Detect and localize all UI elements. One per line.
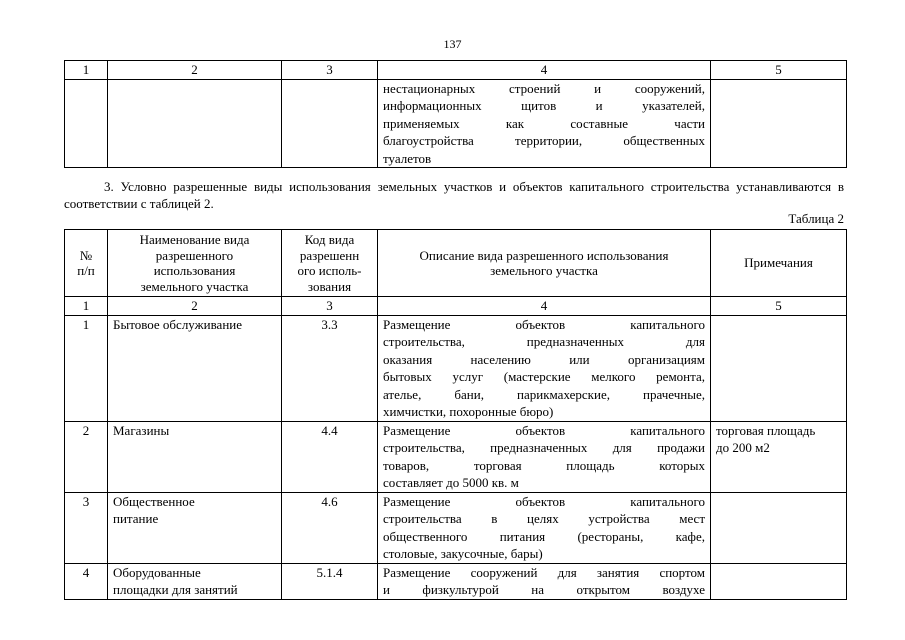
table-2 — [64, 229, 847, 600]
header-line: зования — [307, 278, 352, 294]
table-cell — [282, 79, 378, 168]
text-line: Магазины — [113, 422, 170, 438]
col-number: 1 — [65, 61, 108, 80]
description-cell — [378, 79, 711, 168]
header-description — [378, 230, 711, 297]
text-line: применяемых как составные части — [383, 115, 705, 131]
row-name — [108, 315, 282, 421]
text-line: питание — [113, 511, 159, 526]
continuation-header-row — [65, 61, 847, 80]
text-line: туалетов — [383, 150, 432, 166]
row-name — [108, 492, 282, 563]
text-line: до 200 м2 — [716, 440, 770, 455]
header-line: п/п — [77, 263, 95, 278]
paragraph: 3. Условно разрешенные виды использования земельных участков и объектов капитального строительства устанавливаются в соответствии с таблицей 2. — [64, 179, 844, 211]
text-line: торговая площадь — [716, 422, 816, 438]
col-number: 4 — [378, 297, 711, 316]
table-cell — [108, 79, 282, 168]
text-line: товаров, торговая площадь которых — [383, 457, 705, 473]
text-line: Размещение объектов капитального — [383, 493, 705, 509]
text-line: ателье, бани, парикмахерские, прачечные, — [383, 386, 705, 402]
text-line: площадки для занятий — [113, 582, 238, 597]
table-row — [65, 421, 847, 492]
row-description — [378, 492, 711, 563]
header-line: Наименование вида — [139, 232, 250, 247]
col-number: 5 — [711, 297, 847, 316]
col-number: 3 — [282, 297, 378, 316]
col-number: 1 — [65, 297, 108, 316]
text-line: строительства в целях устройства мест — [383, 511, 705, 526]
row-number: 4 — [65, 563, 108, 599]
header-line: ого исполь- — [297, 263, 362, 278]
text-line: Размещение объектов капитального — [383, 422, 705, 438]
row-code: 5.1.4 — [282, 563, 378, 599]
text-line: бытовых услуг (мастерские мелкого ремонта, — [383, 369, 705, 384]
header-line: разрешенного — [155, 247, 234, 263]
text-line: Оборудованные — [113, 564, 201, 580]
table-row — [65, 563, 847, 599]
col-number: 4 — [378, 61, 711, 80]
row-code: 4.4 — [282, 421, 378, 492]
row-number: 3 — [65, 492, 108, 563]
table-cell — [65, 79, 108, 168]
table-caption: Таблица 2 — [788, 211, 844, 226]
table-row — [65, 492, 847, 563]
header-line: разрешенн — [299, 247, 360, 263]
text-line: составляет до 5000 кв. м — [383, 475, 519, 490]
text-line: химчистки, похоронные бюро) — [383, 404, 554, 419]
text-line: благоустройства территории, общественных — [383, 133, 705, 148]
row-code: 3.3 — [282, 315, 378, 421]
text-line: и физкультурой на открытом воздухе — [383, 582, 705, 597]
numbering-row — [65, 297, 847, 316]
text-line: столовые, закусочные, бары) — [383, 546, 543, 561]
row-note — [711, 563, 847, 599]
table-header-row — [65, 230, 847, 297]
header-line: Описание вида разрешенного использования — [419, 247, 669, 263]
header-line: Код вида — [304, 232, 355, 247]
header-name — [108, 230, 282, 297]
header-notes: Примечания — [711, 230, 847, 297]
row-name — [108, 563, 282, 599]
continuation-row — [65, 79, 847, 168]
header-line: № — [79, 247, 93, 263]
row-description — [378, 315, 711, 421]
header-line: земельного участка — [140, 278, 249, 294]
header-line: использования — [153, 263, 236, 278]
col-number: 3 — [282, 61, 378, 80]
row-number: 2 — [65, 421, 108, 492]
table-cell — [711, 79, 847, 168]
row-description — [378, 421, 711, 492]
col-number: 2 — [108, 297, 282, 316]
col-number: 5 — [711, 61, 847, 80]
col-number: 2 — [108, 61, 282, 80]
text-line: оказания населению или организациям — [383, 351, 705, 367]
text-line: нестационарных строений и сооружений, — [383, 80, 705, 96]
row-code: 4.6 — [282, 492, 378, 563]
text-line: общественного питания (рестораны, кафе, — [383, 528, 705, 544]
row-description — [378, 563, 711, 599]
row-name — [108, 421, 282, 492]
text-line: Размещение объектов капитального — [383, 316, 705, 332]
row-note — [711, 492, 847, 563]
text-line: Общественное — [113, 493, 195, 509]
row-note — [711, 421, 847, 492]
row-number: 1 — [65, 315, 108, 421]
header-line: земельного участка — [490, 263, 598, 278]
text-line: строительства, предназначенных для продажи — [383, 440, 705, 455]
text-line: Бытовое обслуживание — [113, 316, 242, 332]
text-line: строительства, предназначенных для — [383, 334, 705, 349]
text-line: Размещение сооружений для занятия спортом — [383, 564, 705, 580]
header-number — [65, 230, 108, 297]
header-code — [282, 230, 378, 297]
continuation-table — [64, 60, 847, 168]
text-line: информационных щитов и указателей, — [383, 98, 705, 113]
table-row — [65, 315, 847, 421]
page-number: 137 — [443, 37, 462, 51]
row-note — [711, 315, 847, 421]
